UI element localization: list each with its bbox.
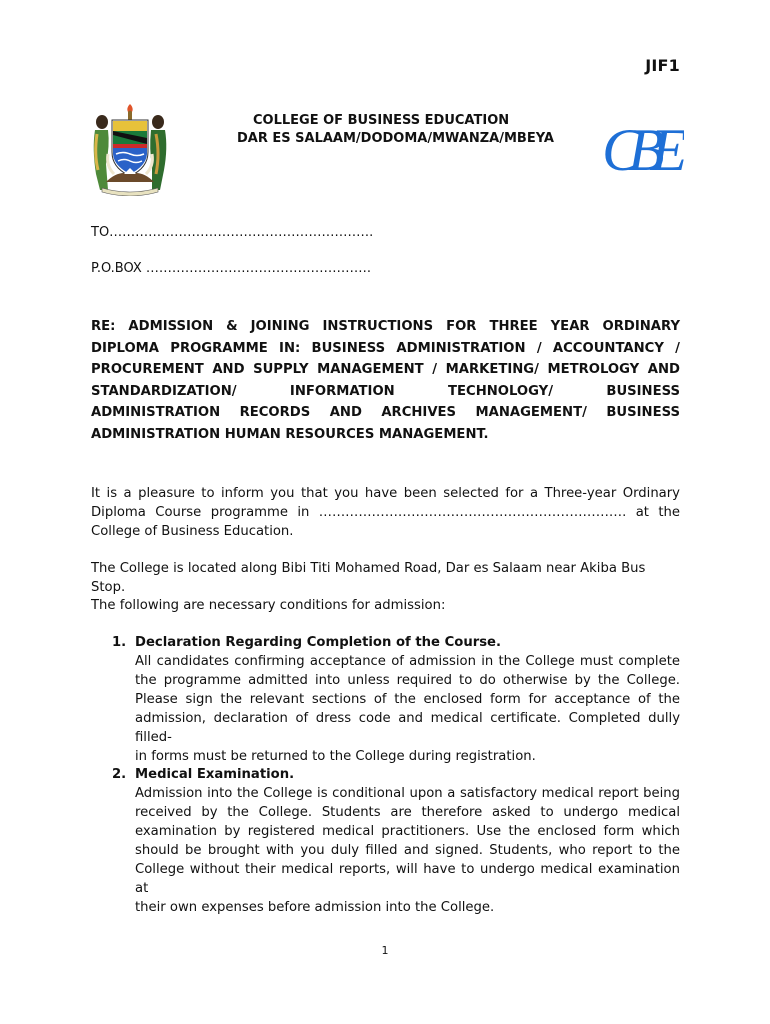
re-heading-line: DIPLOMA PROGRAMME IN: BUSINESS ADMINISTRATION / ACCOUNTANCY / (91, 340, 680, 356)
college-name: COLLEGE OF BUSINESS EDUCATION (253, 113, 510, 128)
condition-title-text: Medical Examination. (135, 767, 295, 782)
page-number: 1 (381, 944, 389, 957)
re-heading (91, 316, 680, 446)
intro-line: Diploma Course programme in ……………………………………………………………. at the (91, 505, 680, 520)
re-heading-line: STANDARDIZATION/ INFORMATION TECHNOLOGY/ BUSINESS (91, 383, 680, 399)
condition-number: 2. (112, 767, 127, 782)
condition-line: Admission into the College is conditional upon a satisfactory medical report being (135, 786, 680, 801)
document-code: JIF1 (645, 56, 680, 75)
coat-of-arms-icon (88, 104, 172, 196)
cbe-logo-text: CBE (602, 117, 674, 183)
re-heading-line: ADMINISTRATION HUMAN RESOURCES MANAGEMENT. (91, 426, 489, 442)
condition-line: College without their medical reports, will have to undergo medical examination at (135, 862, 680, 896)
condition-line: All candidates confirming acceptance of admission in the College must complete (135, 654, 680, 669)
location-paragraph: The College is located along Bibi Titi Mohamed Road, Dar es Salaam near Akiba Bus Stop. (91, 561, 646, 595)
condition-line: should be brought with you duly filled and signed. Students, who report to the (135, 843, 680, 858)
condition-title-text: Declaration Regarding Completion of the Course. (135, 635, 502, 650)
condition-title (112, 765, 680, 784)
cbe-logo (600, 108, 684, 184)
condition-line: received by the College. Students are therefore asked to undergo medical (135, 805, 680, 820)
condition-line: Please sign the relevant sections of the enclosed form for acceptance of the (135, 692, 680, 707)
college-header (237, 112, 597, 148)
condition-line: admission, declaration of dress code and medical certificate. Completed dully filled- (135, 711, 680, 745)
intro-line: It is a pleasure to inform you that you have been selected for a Three-year Ordinary (91, 486, 680, 501)
condition-body (112, 784, 680, 917)
condition-line: in forms must be returned to the College during registration. (135, 749, 536, 764)
condition-item-2 (112, 765, 680, 917)
condition-line: their own expenses before admission into the College. (135, 900, 495, 915)
re-heading-line: RE: ADMISSION & JOINING INSTRUCTIONS FOR THREE YEAR ORDINARY (91, 319, 680, 334)
condition-item-1 (112, 633, 680, 766)
condition-number: 1. (112, 635, 127, 650)
condition-body (112, 652, 680, 766)
condition-line: examination by registered medical practitioners. Use the enclosed form which (135, 824, 680, 839)
college-campuses: DAR ES SALAAM/DODOMA/MWANZA/MBEYA (237, 131, 554, 146)
intro-paragraph (91, 484, 680, 541)
conditions-intro: The following are necessary conditions for admission: (91, 598, 446, 613)
condition-title (112, 633, 680, 652)
po-box-line: P.O.BOX ……………………………………………. (91, 261, 372, 276)
to-line: TO……………………………………………………. (91, 225, 374, 240)
condition-line: the programme admitted into unless required to do otherwise by the College. (135, 673, 680, 688)
intro-line: College of Business Education. (91, 524, 294, 539)
re-heading-line: ADMINISTRATION RECORDS AND ARCHIVES MANAGEMENT/ BUSINESS (91, 405, 680, 421)
re-heading-line: PROCUREMENT AND SUPPLY MANAGEMENT / MARKETING/ METROLOGY AND (91, 362, 680, 378)
